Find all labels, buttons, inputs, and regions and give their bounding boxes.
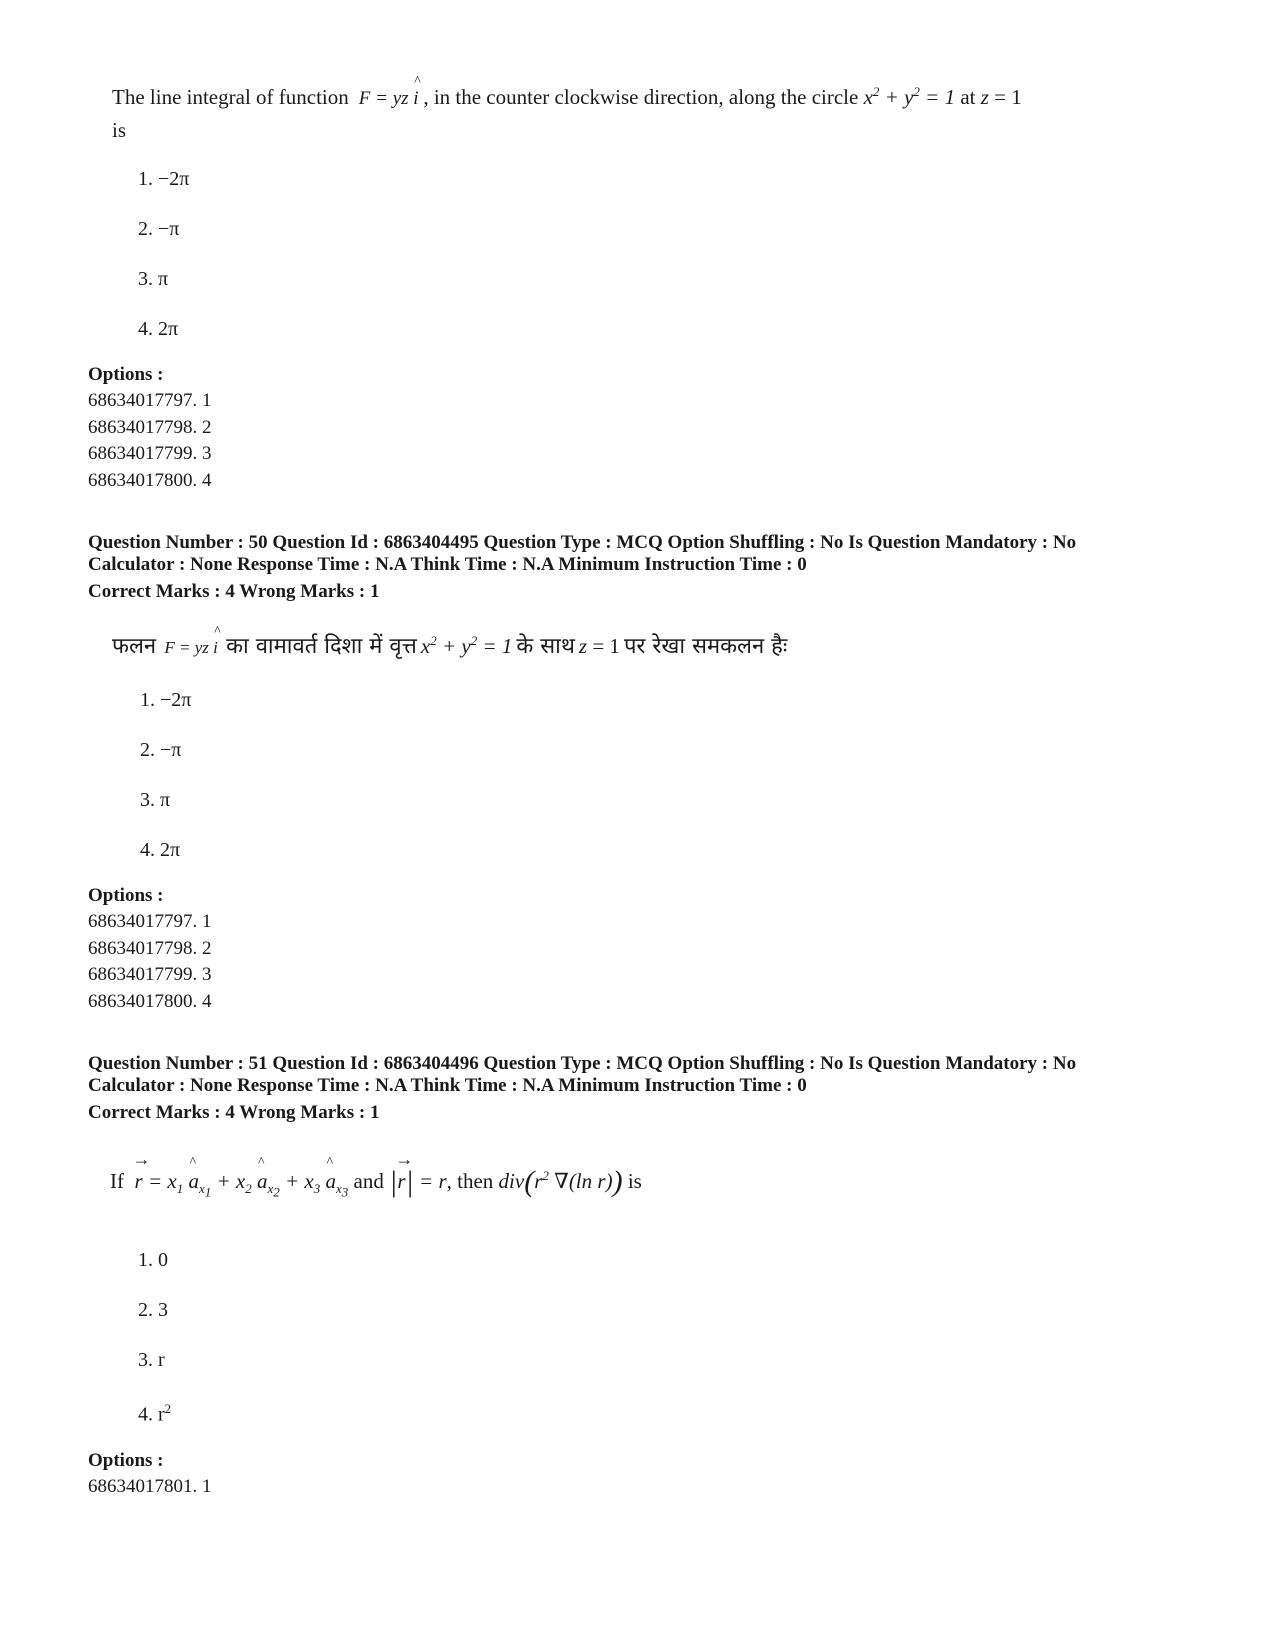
q49-stem-text-b: , in the counter clockwise direction, along the circle bbox=[423, 85, 859, 109]
q50-choice-3: 3. π bbox=[140, 789, 171, 811]
q49-stem-text-a: The line integral of function bbox=[112, 85, 349, 109]
q50-choice-4: 4. 2π bbox=[140, 839, 181, 861]
q50-choice-1: 1. −2π bbox=[140, 689, 192, 711]
q50-hindi-stem: फलन F = yz ^ i का वामावर्त दिशा में वृत्त $x^2 + y^2 = 1$ के साथ z = 1 पर रेखा समकलन हैः bbox=[112, 630, 787, 660]
q51-choice-1: 1. 0 bbox=[138, 1249, 168, 1271]
q50-hindi-text-b: का वामावर्त दिशा में वृत्त bbox=[226, 634, 417, 659]
q51-choice-2: 2. 3 bbox=[138, 1299, 168, 1321]
q49-z-formula: z bbox=[980, 85, 989, 109]
q49-choice-2: 2. −π bbox=[138, 218, 180, 240]
q50-option-row: 68634017797. 1 bbox=[88, 911, 212, 932]
q50-marks: Correct Marks : 4 Wrong Marks : 1 bbox=[88, 581, 380, 602]
q50-option-row: 68634017798. 2 bbox=[88, 938, 212, 959]
q51-stem-is: is bbox=[627, 1169, 642, 1193]
q49-options-label: Options : bbox=[88, 364, 164, 385]
q51-magnitude-formula: |→ r| = r bbox=[389, 1169, 447, 1193]
q50-circle-formula: $x^2 + y^2 = 1$ bbox=[420, 633, 513, 658]
q49-choice-1: 1. −2π bbox=[138, 168, 190, 190]
q50-option-row: 68634017800. 4 bbox=[88, 991, 212, 1012]
q49-stem-text-c: at bbox=[960, 85, 976, 109]
q50-hindi-text-d: पर रेखा समकलन हैः bbox=[623, 634, 788, 659]
q49-stem-line2: is bbox=[112, 118, 127, 142]
q51-stem bbox=[110, 1165, 642, 1201]
q51-divergence-formula: $div(r^2$ ∇(ln r)) bbox=[498, 1165, 623, 1198]
q49-function-formula: F = yz ^ i bbox=[354, 88, 423, 109]
q51-choice-4-text: 4. r bbox=[138, 1403, 165, 1426]
q49-option-row: 68634017799. 3 bbox=[88, 443, 212, 464]
q50-meta-line1: Question Number : 50 Question Id : 6863404495 Question Type : MCQ Option Shuffling : No Is Question Mandatory : No bbox=[88, 532, 1077, 553]
q49-choice-3: 3. π bbox=[138, 268, 169, 290]
q51-options-label: Options : bbox=[88, 1450, 164, 1471]
q51-choice-3: 3. r bbox=[138, 1349, 165, 1371]
q49-option-row: 68634017800. 4 bbox=[88, 470, 212, 491]
q49-option-row: 68634017797. 1 bbox=[88, 390, 212, 411]
q51-choice-4: 4. $r^2$ bbox=[138, 1401, 172, 1426]
q51-marks: Correct Marks : 4 Wrong Marks : 1 bbox=[88, 1102, 380, 1123]
q51-position-vector-formula: → $r = x_1$ ^ $a_{x_1} + x_2$ ^ $a_{x_2} + x_3$ ^ $a_{x_3}$ bbox=[129, 1169, 348, 1193]
q49-choice-4: 4. 2π bbox=[138, 318, 179, 340]
q51-option-row: 68634017801. 1 bbox=[88, 1476, 212, 1497]
q50-function-formula: F = yz ^ i bbox=[160, 638, 222, 657]
q50-hindi-text-a: फलन bbox=[112, 634, 157, 659]
q50-option-row: 68634017799. 3 bbox=[88, 964, 212, 985]
q50-hindi-text-c: के साथ bbox=[516, 634, 575, 659]
q50-meta-line2: Calculator : None Response Time : N.A Think Time : N.A Minimum Instruction Time : 0 bbox=[88, 554, 807, 575]
q49-stem-line1: The line integral of function F = yz ^ i , in the counter clockwise direction, along the circle $x^2 + y^2 = 1$ at z = 1 bbox=[112, 84, 1022, 110]
q51-stem-if: If bbox=[110, 1169, 124, 1193]
q51-stem-and: and bbox=[353, 1169, 384, 1193]
q51-meta-line1: Question Number : 51 Question Id : 6863404496 Question Type : MCQ Option Shuffling : No Is Question Mandatory : No bbox=[88, 1053, 1077, 1074]
q50-choice-2: 2. −π bbox=[140, 739, 182, 761]
q49-circle-formula: $x^2 + y^2 = 1$ bbox=[863, 84, 956, 109]
q49-option-row: 68634017798. 2 bbox=[88, 417, 212, 438]
q50-z-formula: z bbox=[578, 634, 588, 658]
q51-meta-line2: Calculator : None Response Time : N.A Think Time : N.A Minimum Instruction Time : 0 bbox=[88, 1075, 807, 1096]
q50-options-label: Options : bbox=[88, 885, 164, 906]
q51-stem-then: , then bbox=[446, 1169, 494, 1193]
